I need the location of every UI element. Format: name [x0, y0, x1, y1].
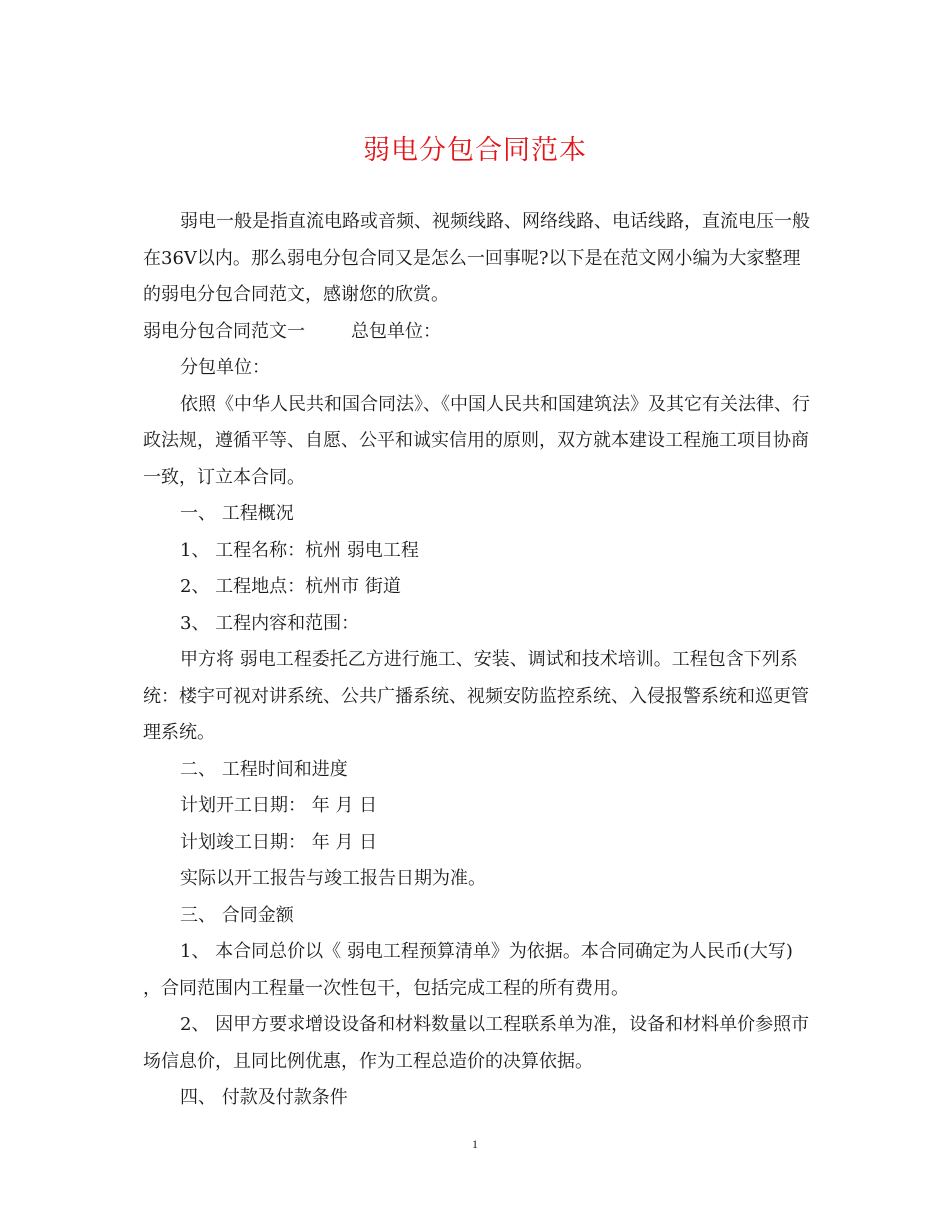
project-scope-item: 3、 工程内容和范围：	[180, 612, 360, 634]
planned-start-date: 计划开工日期： 年 月 日	[180, 795, 378, 816]
sample-heading: 弱电分包合同范文一	[143, 320, 305, 342]
actual-dates-note: 实际以开工报告与竣工报告日期为准。	[180, 868, 486, 889]
section2-heading: 二、 工程时间和进度	[180, 758, 348, 780]
intro-paragraph: 弱电一般是指直流电路或音频、视频线路、网络线路、电话线路，直流电压一般在36V以内。那么弱电分包合同又是怎么一回事呢?以下是在范文网小编为大家整理的弱电分包合同范文，感谢您的欣赏。	[143, 211, 810, 305]
page-number: 1	[472, 1137, 478, 1151]
additional-equipment-item: 2、 因甲方要求增设设备和材料数量以工程联系单为准，设备和材料单价参照市场信息价，且同比例优惠，作为工程总造价的决算依据。	[143, 1014, 810, 1072]
general-contractor-label: 总包单位：	[351, 320, 441, 342]
scope-paragraph: 甲方将 弱电工程委托乙方进行施工、安装、调试和技术培训。工程包含下列系统：楼宇可视对讲系统、公共广播系统、视频安防监控系统、入侵报警系统和巡更管理系统。	[143, 649, 809, 743]
contract-price-item: 1、 本合同总价以《 弱电工程预算清单》为依据。本合同确定为人民币(大写) ，合同范围内工程量一次性包干，包括完成工程的所有费用。	[143, 941, 793, 999]
section4-heading: 四、 付款及付款条件	[180, 1087, 348, 1108]
subcontractor-label: 分包单位：	[180, 357, 270, 378]
document-title: 弱电分包合同范本	[363, 135, 587, 166]
project-location-item: 2、 工程地点：杭州市 街道	[180, 576, 401, 597]
sample-heading-line	[143, 314, 813, 351]
planned-completion-date: 计划竣工日期： 年 月 日	[180, 831, 378, 853]
preamble-paragraph: 依照《中华人民共和国合同法》、《中国人民共和国建筑法》及其它有关法律、行政法规，遵循平等、自愿、公平和诚实信用的原则，双方就本建设工程施工项目协商一致，订立本合同。	[143, 393, 810, 488]
project-name-item: 1、 工程名称：杭州 弱电工程	[180, 539, 419, 561]
section3-heading: 三、 合同金额	[180, 904, 294, 926]
document-body	[143, 204, 813, 1117]
section1-heading: 一、 工程概况	[180, 503, 294, 524]
